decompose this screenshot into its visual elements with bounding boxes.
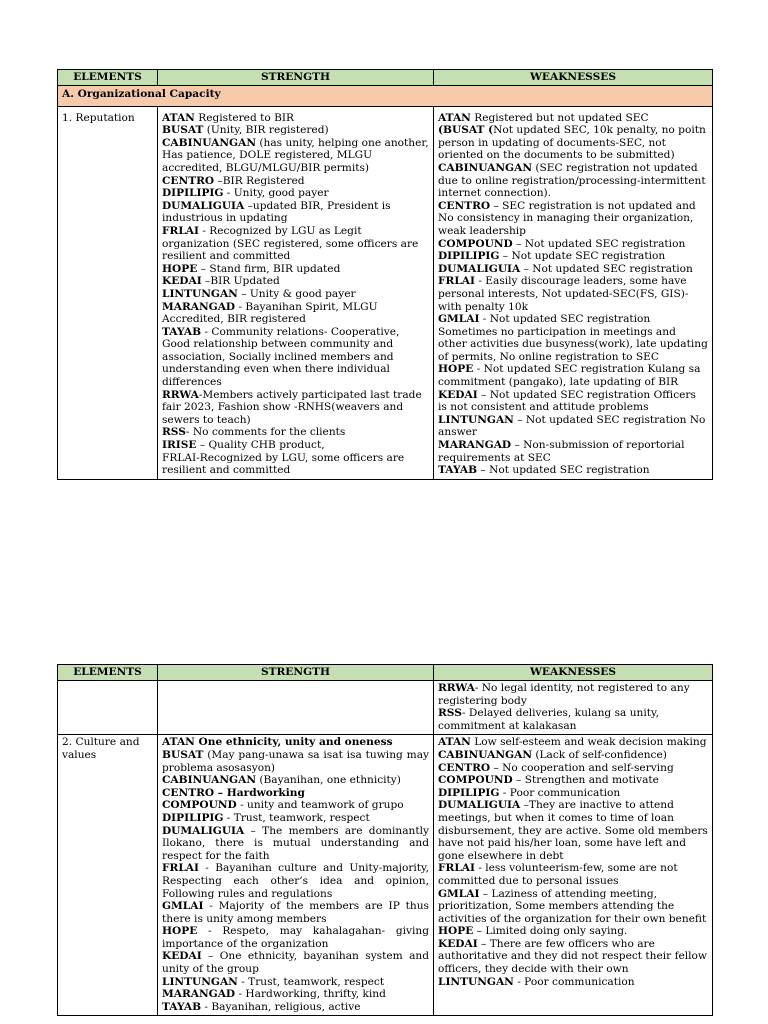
weakness-cell — [434, 735, 713, 1016]
list-item — [162, 787, 429, 800]
entry-text: - Not updated SEC registration Sometimes no participation in meetings and other activities due busyness(work), late updating of permits, No online registration to SEC — [438, 313, 708, 363]
entry-text: - Hardworking, thrifty, kind — [235, 988, 386, 1001]
entry-text: - Community relations- Cooperative, Good relationship between community and association, Socially inclined members and understanding even when there individual differences — [162, 325, 400, 389]
org-name: MARANGAD — [162, 988, 236, 1001]
entry-text: - Unity, good payer — [223, 187, 329, 200]
entry-text: – Unity & good payer — [237, 287, 356, 300]
list-item — [438, 976, 708, 989]
org-name: ATAN — [438, 736, 471, 749]
entry-text: - Bayanihan Spirit, MLGU Accredited, BIR registered — [162, 300, 378, 326]
entry-text: - Respeto, may kahalagahan- giving importance of the organization — [162, 925, 429, 950]
org-name: ATAN — [438, 111, 471, 124]
entry-text: (Unity, BIR registered) — [203, 124, 329, 137]
list-item — [162, 187, 429, 200]
entry-text: (May pang-unawa sa isat isa tuwing may problema asosasyon) — [162, 748, 429, 774]
entry-text: –BIR Updated — [201, 275, 280, 288]
entry-text: - Not updated SEC registration Kulang sa commitment (pangako), late updating of BIR — [438, 363, 701, 389]
list-item — [162, 426, 429, 439]
org-name: BUSAT — [162, 748, 204, 761]
entry-text: - No comments for the clients — [185, 426, 346, 439]
org-name: (BUSAT ( — [438, 124, 494, 137]
weakness-cell — [434, 681, 713, 735]
entry-text: – Not updated SEC registration — [520, 262, 693, 275]
entry-text: –updated BIR, President is industrious in updating — [162, 199, 391, 225]
header-weaknesses: WEAKNESSES — [434, 665, 713, 681]
list-item — [438, 799, 708, 862]
entry-text: – Laziness of attending meeting, prioritization, Some members attending the activities of the organization for their own benefit — [438, 887, 707, 925]
org-name: CABINUANGAN — [438, 161, 533, 174]
org-name: KEDAI — [162, 950, 202, 963]
entry-text: –They are inactive to attend meetings, but when it comes to time of loan disbursement, they are active. Some old members have not paid his/her loan, some have left and gone elsewhere in debt — [438, 799, 708, 862]
list-item — [438, 787, 708, 800]
org-name: ATAN — [162, 111, 195, 124]
org-name: COMPOUND — [438, 774, 513, 787]
list-item — [162, 389, 429, 427]
entry-text: – Not updated SEC registration No answer — [438, 413, 706, 439]
strength-list — [162, 112, 429, 477]
strength-cell — [158, 106, 434, 479]
org-name: RRWA — [438, 682, 475, 694]
list-item — [438, 275, 708, 313]
org-name: HOPE — [438, 925, 474, 938]
list-item — [438, 862, 708, 887]
list-item — [438, 162, 708, 200]
entry-text: – Not updated SEC registration — [477, 464, 650, 477]
weakness-list — [438, 682, 708, 732]
header-weaknesses: WEAKNESSES — [434, 70, 713, 86]
org-name: DUMALIGUIA — [162, 824, 245, 837]
org-name: KEDAI — [438, 937, 478, 950]
list-item — [162, 452, 429, 477]
entry-text: -Members actively participated last trade fair 2023, Fashion show -RNHS(weavers and sewers to teach) — [162, 388, 422, 426]
list-item — [162, 439, 429, 452]
entry-text: FRLAI-Recognized by LGU, some officers are resilient and committed — [162, 451, 405, 477]
list-item — [162, 137, 429, 175]
section-title: A. Organizational Capacity — [58, 86, 713, 107]
section-row — [58, 86, 713, 107]
strength-cell — [158, 681, 434, 735]
entry-text: – Limited doing only saying. — [473, 925, 628, 938]
org-name: MARANGAD — [162, 300, 236, 313]
org-name: LINTUNGAN — [438, 975, 514, 988]
org-name: CABINUANGAN — [162, 774, 257, 787]
weakness-list — [438, 736, 708, 988]
org-name: FRLAI — [162, 862, 199, 875]
entry-text: - Delayed deliveries, kulang sa unity, commitment at kalakasan — [438, 707, 659, 732]
list-item — [438, 749, 708, 762]
entry-text: (SEC registration not updated due to online registration/processing-intermittent internet connection). — [438, 161, 706, 200]
entry-text: (Lack of self-confidence) — [532, 748, 667, 761]
entry-text: – Not update SEC registration — [499, 250, 666, 263]
org-name: HOPE — [162, 925, 198, 938]
list-item — [162, 301, 429, 326]
list-item — [162, 925, 429, 950]
list-item — [162, 112, 429, 125]
continuation-row — [58, 681, 713, 735]
org-name: RSS — [162, 426, 186, 439]
org-name: GMLAI — [438, 887, 480, 900]
table-row — [58, 106, 713, 479]
header-strength: STRENGTH — [158, 665, 434, 681]
list-item — [162, 988, 429, 1001]
entry-text: – Stand firm, BIR updated — [197, 262, 341, 275]
list-item — [438, 774, 708, 787]
org-name: COMPOUND — [162, 799, 237, 812]
list-item — [162, 862, 429, 900]
list-item — [162, 825, 429, 863]
list-item — [438, 439, 708, 464]
org-name: MARANGAD — [438, 439, 512, 452]
list-item — [438, 124, 708, 162]
list-item — [438, 200, 708, 238]
org-name: RRWA — [162, 388, 199, 401]
list-item — [438, 736, 708, 749]
org-name: CENTRO — [438, 761, 491, 774]
org-name: KEDAI — [438, 388, 478, 401]
list-item — [162, 225, 429, 263]
entry-text: (has unity, helping one another, Has patience, DOLE registered, MLGU accredited, BLGU/MLGU/BIR permits) — [162, 136, 429, 174]
weakness-list — [438, 112, 708, 477]
entry-text: – SEC registration is not updated and No consistency in managing their organization, weak leadership — [438, 199, 696, 237]
strength-cell — [158, 735, 434, 1016]
entry-text: - Easily discourage leaders, some have personal interests, Not updated-SEC(FS, GIS)- with penalty 10k — [438, 275, 689, 313]
org-name: TAYAB — [162, 325, 202, 338]
entry-text: Registered to BIR — [194, 111, 295, 124]
list-item — [438, 238, 708, 251]
element-label: 1. Reputation — [62, 111, 135, 124]
org-name: LINTUNGAN — [438, 413, 514, 426]
header-elements: ELEMENTS — [58, 665, 158, 681]
org-name: DIPILIPIG — [162, 187, 224, 200]
table-row — [58, 735, 713, 1016]
list-item — [438, 263, 708, 276]
entry-text: – One ethnicity, bayanihan system and unity of the group — [162, 950, 429, 976]
list-item — [438, 682, 708, 707]
list-item — [162, 275, 429, 288]
list-item — [162, 900, 429, 925]
entry-text: - Poor communication — [499, 786, 621, 799]
entry-text: – Quality CHB product, — [196, 439, 325, 452]
org-name: BUSAT — [162, 124, 204, 137]
list-item — [438, 925, 708, 938]
entry-text: – Non-submission of reportorial requirements at SEC — [438, 439, 685, 464]
list-item — [438, 888, 708, 926]
list-item — [438, 938, 708, 976]
org-name: LINTUNGAN — [162, 287, 238, 300]
list-item — [438, 250, 708, 263]
list-item — [438, 389, 708, 414]
list-item — [438, 762, 708, 775]
list-item — [162, 799, 429, 812]
swot-table-page-2 — [57, 664, 713, 1016]
list-item — [162, 326, 429, 389]
entry-text: - Poor communication — [513, 975, 635, 988]
org-name: TAYAB — [162, 1000, 202, 1013]
list-item — [162, 1001, 429, 1014]
list-item — [438, 112, 708, 125]
element-cell — [58, 106, 158, 479]
org-name: TAYAB — [438, 464, 478, 477]
org-name: COMPOUND — [438, 237, 513, 250]
list-item — [162, 200, 429, 225]
list-item — [162, 774, 429, 787]
org-name: KEDAI — [162, 275, 202, 288]
org-name: CENTRO — [162, 174, 215, 187]
header-strength: STRENGTH — [158, 70, 434, 86]
swot-table-page-1 — [57, 69, 713, 480]
weakness-cell — [434, 106, 713, 479]
header-elements: ELEMENTS — [58, 70, 158, 86]
element-cell — [58, 735, 158, 1016]
list-item — [438, 363, 708, 388]
entry-text: Low self-esteem and weak decision making — [470, 736, 707, 749]
org-name: FRLAI — [438, 275, 475, 288]
org-name: CABINUANGAN — [162, 136, 257, 149]
org-name: FRLAI — [438, 862, 475, 875]
org-name: CENTRO – Hardworking — [162, 786, 305, 799]
org-name: DUMALIGUIA — [438, 799, 521, 812]
org-name: DIPILIPIG — [438, 250, 500, 263]
entry-text: – There are few officers who are authoritative and they did not respect their fellow officers, they decide with their own — [438, 937, 707, 976]
list-item — [162, 124, 429, 137]
element-label: 2. Culture and values — [62, 736, 140, 761]
org-name: FRLAI — [162, 224, 199, 237]
entry-text: - unity and teamwork of grupo — [236, 799, 404, 812]
list-item — [162, 736, 429, 749]
list-item — [162, 976, 429, 989]
entry-text: - less volunteerism-few, some are not committed due to personal issues — [438, 862, 678, 887]
org-name: DIPILIPIG — [162, 811, 224, 824]
entry-text: – Strengthen and motivate — [512, 774, 659, 787]
list-item — [162, 812, 429, 825]
list-item — [162, 175, 429, 188]
entry-text: – Not updated SEC registration Officers is not consistent and attitude problems — [438, 388, 696, 414]
org-name: LINTUNGAN — [162, 975, 238, 988]
entry-text: - Recognized by LGU as Legit organization (SEC registered, some officers are resilient and committed — [162, 224, 419, 263]
list-item — [162, 288, 429, 301]
list-item — [438, 414, 708, 439]
list-item — [438, 313, 708, 363]
header-row — [58, 70, 713, 86]
entry-text: Not updated SEC, 10k penalty, no poitn person in updating of documents-SEC, not oriented on the documents to be submitted) — [438, 124, 706, 162]
org-name: CENTRO — [438, 199, 491, 212]
entry-text: - No legal identity, not registered to any registering body — [438, 682, 690, 707]
entry-text: – No cooperation and self-serving — [490, 761, 674, 774]
org-name: ATAN One ethnicity, unity and oneness — [162, 736, 393, 749]
entry-text: - Bayanihan culture and Unity-majority, Respecting each other’s idea and opinion, Following rules and regulations — [162, 862, 429, 900]
entry-text: (Bayanihan, one ethnicity) — [256, 774, 401, 787]
entry-text: - Trust, teamwork, respect — [237, 975, 385, 988]
org-name: GMLAI — [438, 313, 480, 326]
entry-text: –BIR Registered — [214, 174, 305, 187]
list-item — [438, 707, 708, 732]
org-name: DUMALIGUIA — [438, 262, 521, 275]
org-name: DUMALIGUIA — [162, 199, 245, 212]
strength-list — [162, 736, 429, 1013]
header-row — [58, 665, 713, 681]
entry-text: – The members are dominantly Ilokano, there is mutual understanding and respect for the faith — [162, 824, 429, 862]
org-name: RSS — [438, 707, 462, 720]
org-name: IRISE — [162, 439, 197, 452]
list-item — [438, 464, 708, 477]
org-name: DIPILIPIG — [438, 786, 500, 799]
entry-text: - Trust, teamwork, respect — [223, 811, 370, 824]
org-name: HOPE — [162, 262, 198, 275]
list-item — [162, 263, 429, 276]
entry-text: – Not updated SEC registration — [512, 237, 686, 250]
entry-text: - Majority of the members are IP thus there is unity among members — [162, 900, 429, 925]
org-name: HOPE — [438, 363, 474, 376]
org-name: GMLAI — [162, 900, 204, 913]
entry-text: Registered but not updated SEC — [470, 111, 649, 124]
list-item — [162, 749, 429, 774]
org-name: CABINUANGAN — [438, 748, 533, 761]
list-item — [162, 950, 429, 975]
entry-text: - Bayanihan, religious, active — [201, 1000, 361, 1013]
element-cell — [58, 681, 158, 735]
